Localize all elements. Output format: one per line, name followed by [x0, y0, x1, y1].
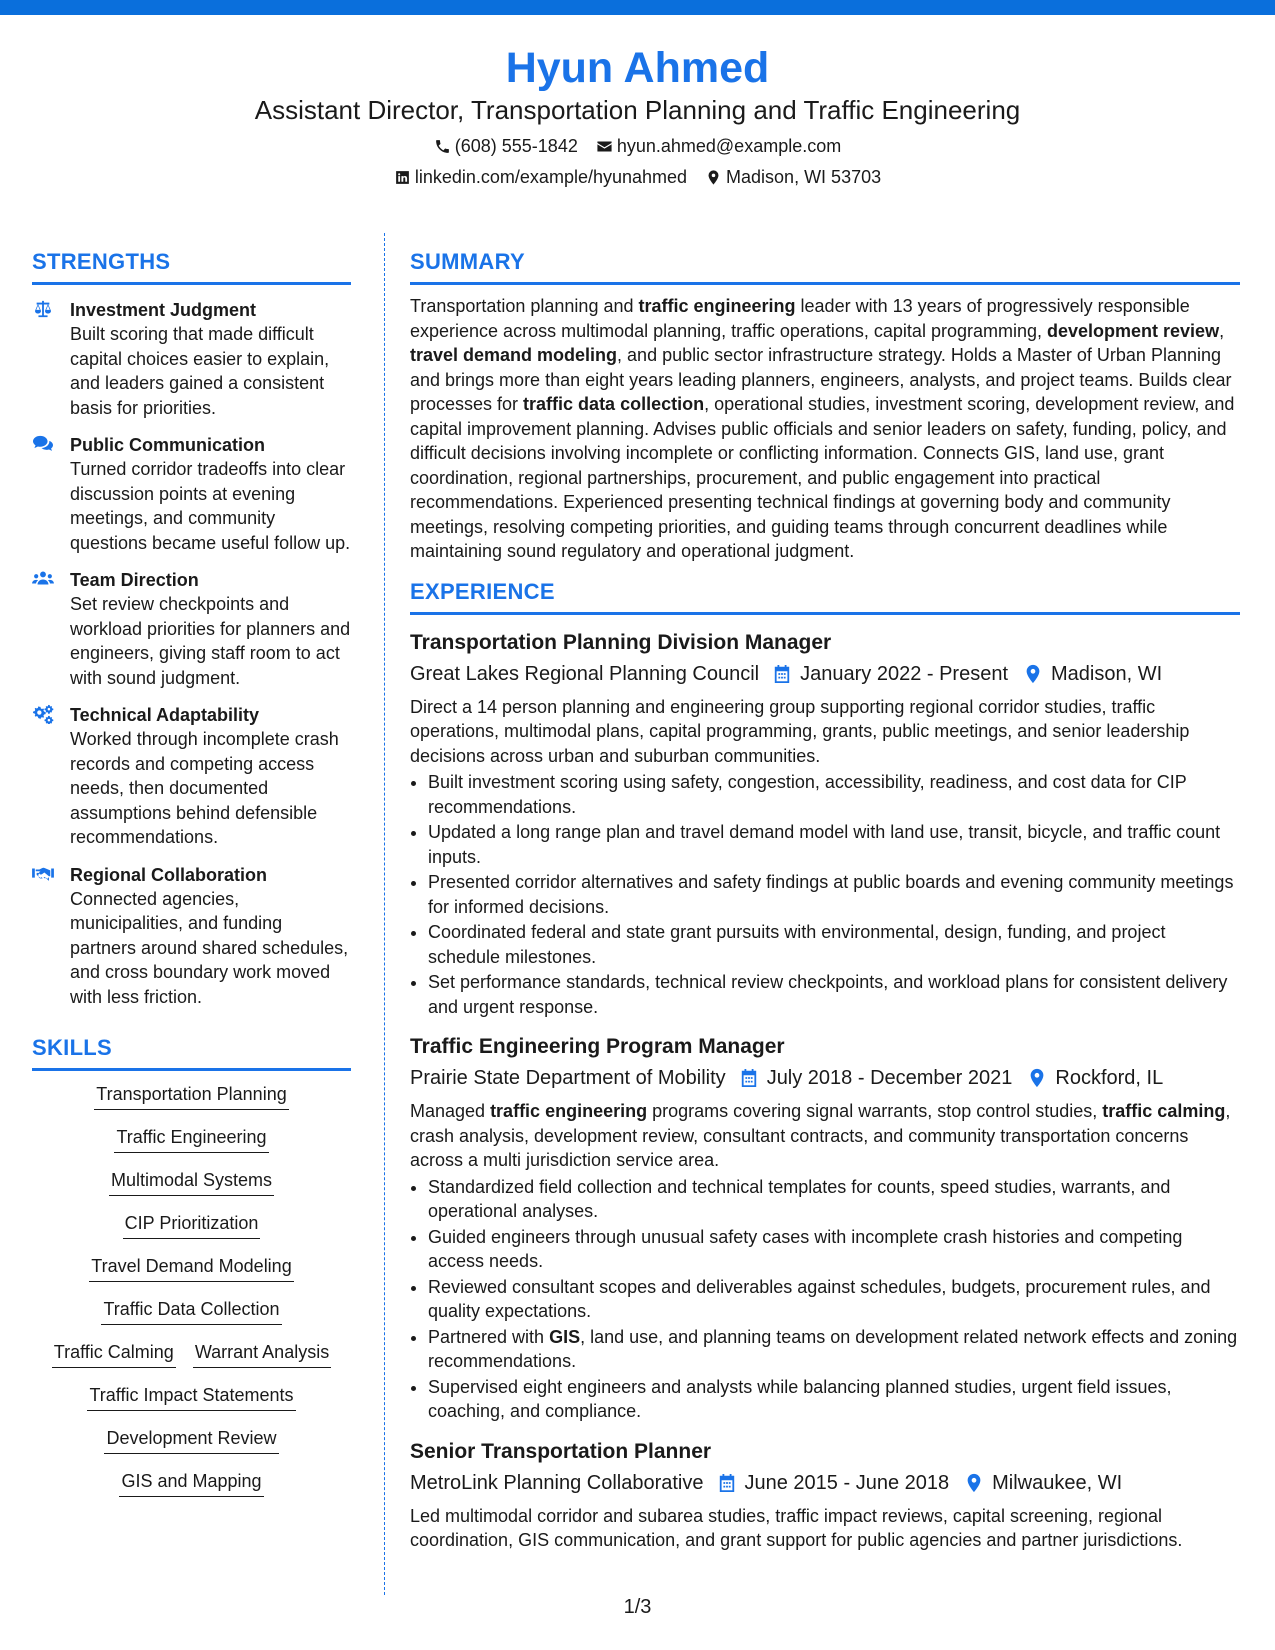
map-pin-icon [1024, 664, 1042, 684]
text-segment: Set performance standards, technical review checkpoints, and workload plans for consistent delivery and urgent response. [428, 972, 1228, 1017]
strength-desc: Set review checkpoints and workload priorities for planners and engineers, giving staff room to act with sound judgment. [70, 594, 351, 688]
strength-desc: Connected agencies, municipalities, and funding partners around shared schedules, and cross boundary work moved with less friction. [70, 888, 349, 1007]
strength-desc: Turned corridor tradeoffs into clear discussion points at evening meetings, and community questions became useful follow up. [70, 459, 351, 553]
text-segment: Supervised eight engineers and analysts while balancing planned studies, urgent field issues, coaching, and compliance. [428, 1376, 1172, 1421]
skill-tag: Traffic Engineering [114, 1124, 268, 1153]
job-meta [410, 1064, 1240, 1092]
skill-row [104, 1425, 278, 1454]
contact-row-2 [0, 163, 1275, 191]
strength-title: Investment Judgment [70, 300, 257, 320]
email-text[interactable]: hyun.ahmed@example.com [616, 136, 842, 156]
strength-item [32, 433, 351, 555]
text-segment: , and public sector infrastructure strategy. Holds a Master of Urban Planning and brings more than eight years leading planners, engineers, analysts, and project teams. Builds clear processes for [410, 345, 1232, 414]
job-entry [410, 1438, 1240, 1553]
resume-header [0, 42, 1275, 191]
job-location: Milwaukee, WI [992, 1471, 1123, 1494]
skill-row [87, 1382, 295, 1411]
bullet-item [428, 820, 1240, 869]
location-text: Madison, WI 53703 [726, 167, 882, 187]
skill-row [123, 1210, 261, 1239]
bullet-item [428, 920, 1240, 969]
job-description [410, 695, 1240, 769]
bold-text: travel demand modeling [410, 345, 618, 365]
job-location: Madison, WI [1051, 662, 1163, 685]
page-number: 1/3 [623, 1596, 652, 1618]
skills-heading: SKILLS [32, 1035, 113, 1060]
linkedin-text[interactable]: linkedin.com/example/hyunahmed [414, 167, 688, 187]
strength-desc: Worked through incomplete crash records and competing access needs, then documented assumptions behind defensible recommendations. [70, 729, 339, 847]
job-meta [410, 1469, 1240, 1497]
skill-tag: GIS and Mapping [119, 1468, 263, 1497]
text-segment: Transportation planning and [410, 296, 639, 316]
summary-heading: SUMMARY [410, 249, 525, 274]
candidate-name: Hyun Ahmed [505, 44, 770, 92]
text-segment: Managed [410, 1101, 491, 1121]
experience-list [410, 629, 1240, 1553]
strengths-rule [32, 282, 351, 285]
skill-row [52, 1339, 331, 1368]
top-accent-bar [0, 0, 1275, 15]
envelope-icon [596, 138, 613, 155]
bullet-item [428, 870, 1240, 919]
phone-text: (608) 555-1842 [454, 136, 578, 156]
job-description [410, 1504, 1240, 1553]
text-segment: Presented corridor alternatives and safety findings at public boards and evening community meetings for informed decisions. [428, 872, 1234, 917]
email-contact[interactable] [596, 132, 841, 160]
job-company: MetroLink Planning Collaborative [410, 1471, 704, 1494]
skill-tag: Traffic Data Collection [101, 1296, 281, 1325]
text-segment: Standardized field collection and technical templates for counts, speed studies, warrants, and operational analyses. [428, 1176, 1171, 1221]
text-segment: Partnered with [428, 1326, 550, 1347]
strength-title: Technical Adaptability [70, 705, 260, 725]
skill-tag: Traffic Impact Statements [87, 1382, 295, 1411]
job-dates: July 2018 - December 2021 [766, 1067, 1013, 1089]
text-segment: , [1219, 320, 1225, 341]
strength-item [32, 703, 351, 850]
calendar-icon [773, 664, 791, 684]
job-location: Rockford, IL [1055, 1067, 1164, 1089]
text-segment: Guided engineers through unusual safety cases with incomplete crash histories and competing access needs. [428, 1226, 1183, 1271]
bullet-item [428, 1375, 1240, 1424]
bullet-item [428, 1225, 1240, 1274]
bold-text: traffic engineering [638, 296, 796, 316]
strength-title: Team Direction [70, 570, 199, 590]
skill-row [89, 1253, 293, 1282]
text-segment: Led multimodal corridor and subarea studies, traffic impact reviews, capital screening, regional coordination, GIS communication, and grant support for public agencies and partner jurisdictions. [410, 1505, 1183, 1550]
text-segment: Coordinated federal and state grant pursuits with environmental, design, funding, and project schedule milestones. [428, 922, 1166, 967]
handshake-icon [32, 863, 70, 1010]
phone-icon [434, 138, 451, 155]
map-pin-icon [705, 169, 722, 186]
bullet-item [428, 1275, 1240, 1324]
experience-rule [410, 612, 1240, 615]
text-segment: leader with 13 years of progressively responsible experience across multimodal planning, traffic operations, capital programming, [410, 296, 1190, 341]
bullet-item [428, 970, 1240, 1019]
bold-text: development review [1047, 320, 1220, 341]
bold-text: GIS [549, 1326, 581, 1347]
text-segment: Updated a long range plan and travel demand model with land use, transit, bicycle, and traffic count inputs. [428, 822, 1221, 867]
skills-rule [32, 1068, 351, 1071]
skill-tag: Transportation Planning [94, 1081, 288, 1110]
job-title: Senior Transportation Planner [410, 1439, 712, 1463]
map-pin-icon [1028, 1068, 1046, 1088]
text-segment: , crash analysis, development review, consultant contracts, and community transportation concerns across a multi jurisdiction service area. [410, 1101, 1231, 1170]
skill-row [119, 1468, 263, 1497]
calendar-icon [718, 1473, 736, 1493]
skill-row [101, 1296, 281, 1325]
strength-desc: Built scoring that made difficult capital choices easier to explain, and leaders gained a consistent basis for priorities. [70, 324, 330, 418]
skill-tag: Travel Demand Modeling [89, 1253, 293, 1282]
skill-row [94, 1081, 288, 1110]
job-title: Transportation Planning Division Manager [410, 630, 832, 654]
sidebar [32, 248, 351, 1511]
candidate-headline: Assistant Director, Transportation Planning and Traffic Engineering [254, 95, 1021, 125]
strength-item [32, 298, 351, 420]
experience-heading: EXPERIENCE [410, 578, 555, 604]
skill-tag: Warrant Analysis [193, 1339, 331, 1368]
text-segment: , land use, and planning teams on development related network effects and zoning recommendations. [428, 1326, 1238, 1371]
job-entry [410, 1033, 1240, 1424]
calendar-icon [740, 1068, 758, 1088]
text-segment: Direct a 14 person planning and engineering group supporting regional corridor studies, traffic operations, multimodal plans, capital programming, grants, public meetings, and senior leadership decisions across urban and suburban communities. [410, 696, 1190, 766]
balance-scale-icon [32, 298, 70, 420]
bullet-item [428, 1175, 1240, 1224]
text-segment: Reviewed consultant scopes and deliverables against schedules, budgets, procurement rules, and quality expectations. [428, 1276, 1211, 1321]
job-title: Traffic Engineering Program Manager [410, 1035, 785, 1058]
linkedin-contact[interactable] [394, 163, 687, 191]
job-dates: January 2022 - Present [800, 662, 1009, 685]
strength-item [32, 863, 351, 1010]
job-bullets [410, 770, 1240, 1019]
main-column [410, 248, 1240, 1553]
skill-tag: CIP Prioritization [123, 1210, 261, 1239]
skill-tag: Traffic Calming [52, 1339, 176, 1368]
text-segment: , operational studies, investment scoring, development review, and capital improvement planning. Advises public officials and senior leaders on safety, funding, policy, and difficult decisions involving incomplete or conflicting information. Connects GIS, land use, grant coordination, regional partnerships, procurement, and public engagement into practical recommendations. Experienced presenting technical findings at governing body and community meetings, resolving competing priorities, and guiding teams through concurrent deadlines while maintaining sound regulatory and operational judgment. [410, 394, 1235, 561]
skill-row [109, 1167, 274, 1196]
map-pin-icon [965, 1473, 983, 1493]
users-icon [32, 568, 70, 690]
skill-row [114, 1124, 268, 1153]
job-entry [410, 629, 1240, 1020]
location-contact [705, 163, 881, 191]
bold-text: traffic data collection [523, 394, 705, 414]
text-segment: Built investment scoring using safety, congestion, accessibility, readiness, and cost data for CIP recommendations. [428, 772, 1187, 817]
text-segment: programs covering signal warrants, stop control studies, [647, 1101, 1103, 1121]
skill-tag: Development Review [104, 1425, 278, 1454]
column-divider [384, 233, 385, 1595]
strengths-heading: STRENGTHS [32, 249, 171, 274]
job-description [410, 1099, 1240, 1173]
strength-title: Regional Collaboration [70, 864, 268, 885]
skill-tag: Multimodal Systems [109, 1167, 274, 1196]
comments-icon [32, 433, 70, 555]
bullet-item [428, 770, 1240, 819]
job-meta [410, 660, 1240, 688]
job-bullets [410, 1175, 1240, 1424]
job-company: Great Lakes Regional Planning Council [410, 662, 760, 685]
job-company: Prairie State Department of Mobility [410, 1067, 726, 1089]
summary-paragraph [410, 294, 1240, 564]
bullet-item [428, 1325, 1240, 1374]
skills-list [32, 1081, 351, 1511]
job-dates: June 2015 - June 2018 [744, 1471, 950, 1494]
strength-title: Public Communication [70, 435, 266, 455]
bold-text: traffic calming [1102, 1101, 1226, 1121]
gears-icon [32, 703, 70, 850]
contact-row-1 [0, 132, 1275, 160]
bold-text: traffic engineering [490, 1101, 648, 1121]
summary-rule [410, 282, 1240, 285]
linkedin-icon [394, 169, 411, 186]
strength-item [32, 568, 351, 690]
phone-contact [434, 132, 578, 160]
